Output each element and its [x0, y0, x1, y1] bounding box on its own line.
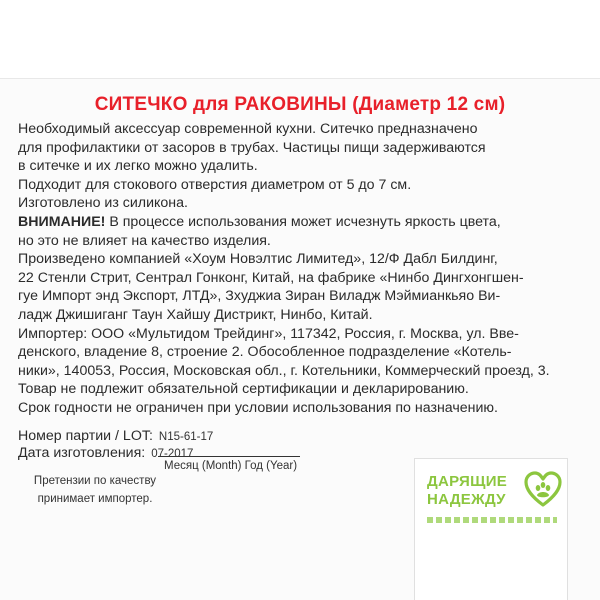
text-line: Изготовлено из силикона. — [18, 195, 188, 212]
claims-line: принимает импортер. — [37, 493, 153, 505]
product-title: СИТЕЧКО для РАКОВИНЫ (Диаметр 12 см) — [94, 94, 506, 115]
brand-line: НАДЕЖДУ — [427, 491, 506, 508]
manufacturer-line: 22 Стенли Стрит, Сентрал Гонконг, Китай, на фабрике «Нинбо Дингхонгшен- — [18, 269, 524, 286]
label-body — [18, 120, 584, 418]
manufacture-date-value: 07-2017 — [151, 448, 194, 460]
date-format-caption: Месяц (Month) Год (Year) — [164, 460, 298, 472]
brand-logo — [414, 458, 568, 600]
warning-line — [18, 213, 584, 232]
text-line: Подходит для стокового отверстия диаметром от 5 до 7 см. — [18, 176, 412, 193]
manufacture-date-row — [18, 445, 193, 461]
manufacture-date-label: Дата изготовления: — [18, 445, 146, 461]
claims-note — [24, 472, 166, 508]
text-line: для профилактики от засоров в трубах. Частицы пищи задерживаются — [18, 139, 486, 156]
text-line: Необходимый аксессуар современной кухни. Ситечко предназначено — [18, 121, 478, 137]
brand-tagline — [427, 517, 557, 523]
warning-text: В процессе использования может исчезнуть яркость цвета, — [105, 213, 501, 230]
warning-heading: ВНИМАНИЕ! — [18, 213, 106, 230]
manufacturer-line: Произведено компанией «Хоум Новэлтис Лимитед», 12/Ф Дабл Билдинг, — [18, 251, 498, 268]
lot-row — [18, 428, 213, 444]
lot-value: N15-61-17 — [158, 431, 214, 443]
text-line: но это не влияет на качество изделия. — [18, 232, 271, 249]
claims-line: Претензии по качеству — [33, 475, 157, 487]
brand-name — [427, 473, 507, 509]
importer-line: Импортер: ООО «Мультидом Трейдинг», 117342, Россия, г. Москва, ул. Вве- — [18, 325, 519, 342]
shelf-life-line: Срок годности не ограничен при условии использования по назначению. — [18, 399, 498, 416]
brand-line: ДАРЯЩИЕ — [427, 473, 508, 490]
manufacturer-line: гуе Импорт энд Экспорт, ЛТД», Зхуджиа Зиран Виладж Мэймианкьяо Ви- — [18, 288, 501, 305]
text-line: в ситечке и их легко можно удалить. — [18, 158, 258, 175]
paw-heart-icon — [523, 465, 563, 509]
importer-line: ники», 140053, Россия, Московская обл., г. Котельники, Коммерческий проезд, 3. — [18, 362, 550, 379]
certification-line: Товар не подлежит обязательной сертификации и декларированию. — [18, 381, 469, 398]
lot-label: Номер партии / LOT: — [18, 428, 153, 444]
date-underline — [158, 456, 300, 457]
manufacturer-line: ладж Джишиганг Таун Хайшу Дистрикт, Нинбо, Китай. — [18, 306, 373, 323]
importer-line: денского, владение 8, строение 2. Обособленное подразделение «Котель- — [18, 344, 512, 361]
